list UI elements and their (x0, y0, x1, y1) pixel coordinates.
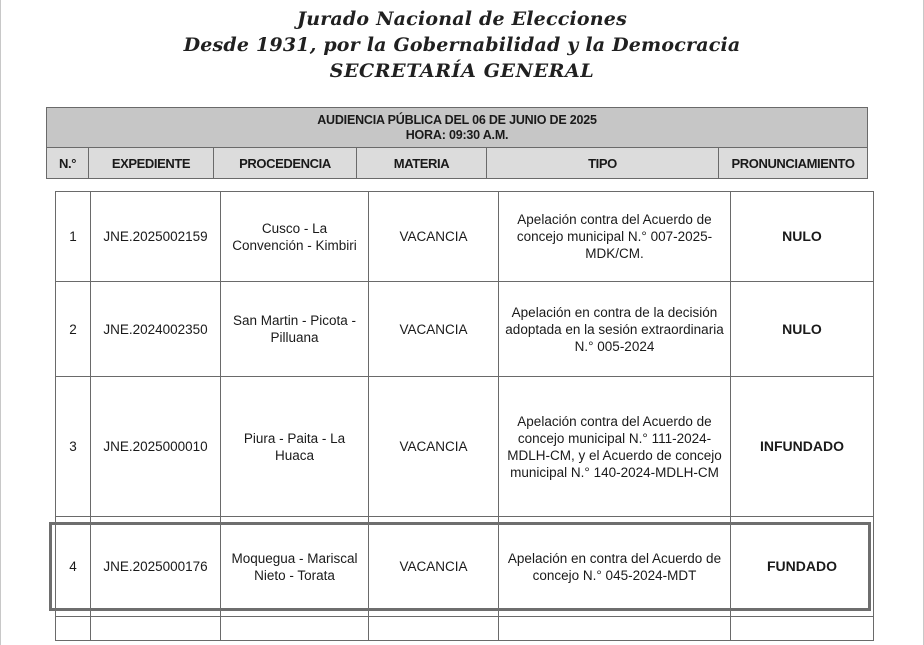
row-cell (499, 617, 731, 641)
row-pronunciamiento: FUNDADO (731, 517, 874, 617)
row-number: 1 (56, 192, 91, 282)
column-header-num: N.° (47, 148, 89, 179)
department-name: SECRETARÍA GENERAL (329, 60, 595, 82)
row-pronunciamiento: NULO (731, 192, 874, 282)
row-tipo: Apelación en contra de la decisión adoptada en la sesión extraordinaria N.° 005-2024 (499, 282, 731, 377)
column-header-materia: MATERIA (357, 148, 487, 179)
row-tipo: Apelación en contra del Acuerdo de concejo N.° 045-2024-MDT (499, 517, 731, 617)
row-procedencia: San Martin - Picota - Pilluana (221, 282, 369, 377)
institution-name: Jurado Nacional de Elecciones (297, 8, 627, 30)
row-number: 4 (56, 517, 91, 617)
row-cell (91, 617, 221, 641)
column-header-procedencia: PROCEDENCIA (214, 148, 357, 179)
row-procedencia: Cusco - La Convención - Kimbiri (221, 192, 369, 282)
table-row (56, 517, 874, 617)
row-expediente: JNE.2024002350 (91, 282, 221, 377)
row-materia: VACANCIA (369, 282, 499, 377)
row-pronunciamiento: NULO (731, 282, 874, 377)
row-cell (221, 617, 369, 641)
table-row (56, 282, 874, 377)
row-number: 3 (56, 377, 91, 517)
row-expediente: JNE.2025002159 (91, 192, 221, 282)
column-header-pronunciamiento: PRONUNCIAMIENTO (719, 148, 868, 179)
table-row (56, 377, 874, 517)
row-materia: VACANCIA (369, 377, 499, 517)
row-expediente: JNE.2025000176 (91, 517, 221, 617)
row-expediente: JNE.2025000010 (91, 377, 221, 517)
row-number: 2 (56, 282, 91, 377)
session-banner (47, 108, 868, 148)
row-tipo: Apelación contra del Acuerdo de concejo municipal N.° 007-2025-MDK/CM. (499, 192, 731, 282)
session-time: HORA: 09:30 A.M. (405, 127, 509, 142)
row-materia: VACANCIA (369, 192, 499, 282)
row-materia: VACANCIA (369, 517, 499, 617)
column-header-expediente: EXPEDIENTE (89, 148, 214, 179)
row-pronunciamiento: INFUNDADO (731, 377, 874, 517)
row-procedencia: Moquegua - Mariscal Nieto - Torata (221, 517, 369, 617)
row-cell (56, 617, 91, 641)
row-cell (369, 617, 499, 641)
table-row (56, 192, 874, 282)
institution-motto: Desde 1931, por la Gobernabilidad y la Democracia (183, 34, 741, 56)
cases-table (55, 191, 874, 641)
row-cell (731, 617, 874, 641)
row-procedencia: Piura - Paita - La Huaca (221, 377, 369, 517)
session-title: AUDIENCIA PÚBLICA DEL 06 DE JUNIO DE 2025 (317, 112, 597, 127)
table-row (56, 617, 874, 641)
column-header-tipo: TIPO (487, 148, 719, 179)
row-tipo: Apelación contra del Acuerdo de concejo municipal N.° 111-2024-MDLH-CM, y el Acuerdo de concejo municipal N.° 140-2024-MDLH-CM (499, 377, 731, 517)
session-header-table (46, 107, 868, 179)
